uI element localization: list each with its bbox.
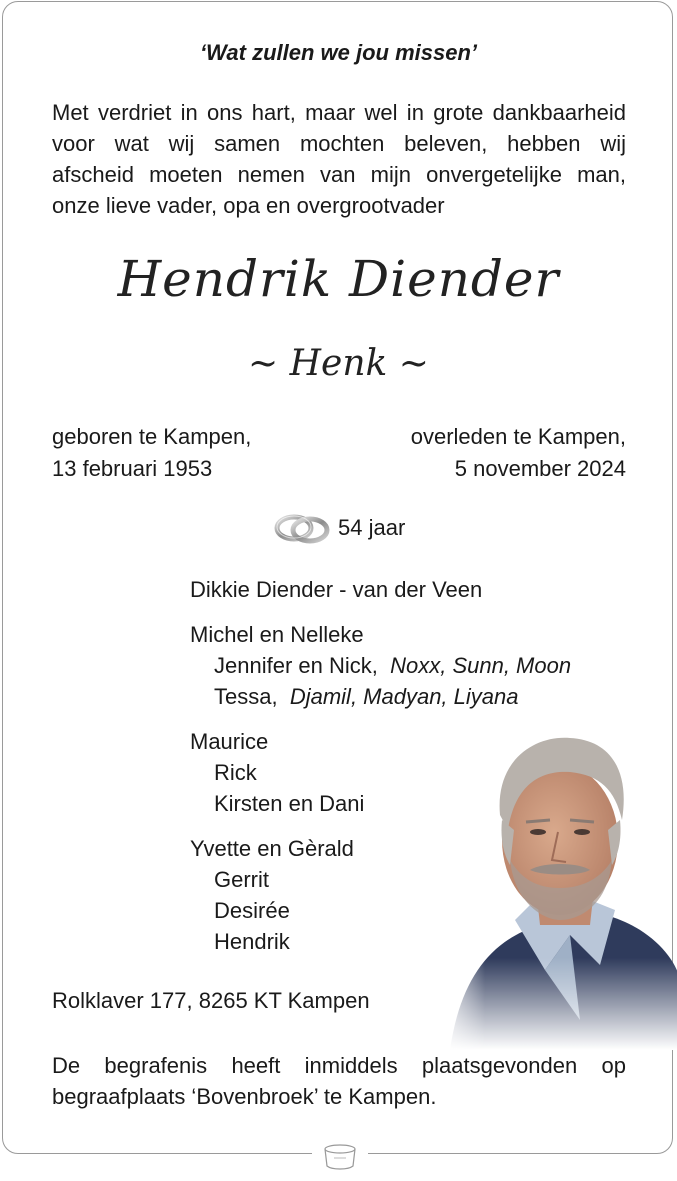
death-date: 5 november 2024 [454, 456, 626, 481]
family-child: Hendrik [214, 929, 290, 954]
deceased-name: Hendrik Diender [117, 250, 560, 308]
ornament-icon [312, 1136, 368, 1176]
family-child [190, 681, 571, 712]
funeral-line: begraafplaats ‘Bovenbroek’ te Kampen. [52, 1084, 437, 1109]
family-group [190, 619, 571, 712]
intro-text [52, 97, 626, 221]
family-child: Rick [214, 760, 257, 785]
child-name: Jennifer en Nick, [214, 653, 378, 678]
marriage-years-text: 54 jaar [338, 515, 406, 540]
family-parents: Michel en Nelleke [190, 622, 364, 647]
family-child: Gerrit [214, 867, 269, 892]
funeral-line: De begrafenis heeft inmiddels plaatsgevonden op [52, 1053, 626, 1078]
birth-place: geboren te Kampen, [52, 424, 252, 449]
family-child [190, 650, 571, 681]
intro-line: onze lieve vader, opa en overgrootvader [52, 193, 445, 218]
birth-date: 13 februari 1953 [52, 456, 213, 481]
funeral-text [52, 1050, 626, 1112]
intro-line: voor wat wij samen mochten beleven, hebben wij [52, 131, 626, 156]
marriage-years [272, 510, 405, 546]
intro-line: Met verdriet in ons hart, maar wel in grote dankbaarheid [52, 100, 626, 125]
death-info [411, 421, 626, 485]
child-name: Tessa, [214, 684, 278, 709]
motto: ‘Wat zullen we jou missen’ [199, 40, 478, 65]
death-place: overleden te Kampen, [410, 424, 626, 449]
wedding-rings-icon [272, 510, 332, 546]
intro-line: afscheid moeten nemen van mijn onvergetelijke man, [52, 162, 626, 187]
family-child: Desirée [214, 898, 290, 923]
portrait-photo [430, 720, 677, 1050]
grandchildren-names: Djamil, Madyan, Liyana [289, 684, 519, 709]
deceased-nickname: ~ Henk ~ [248, 343, 429, 384]
family-parents: Yvette en Gèrald [190, 836, 354, 861]
birth-info [52, 421, 251, 485]
spouse-name: Dikkie Diender - van der Veen [190, 577, 483, 602]
family-group [190, 574, 571, 605]
family-parents: Maurice [190, 729, 269, 754]
address: Rolklaver 177, 8265 KT Kampen [52, 988, 370, 1013]
grandchildren-names: Noxx, Sunn, Moon [390, 653, 572, 678]
family-child: Kirsten en Dani [214, 791, 365, 816]
